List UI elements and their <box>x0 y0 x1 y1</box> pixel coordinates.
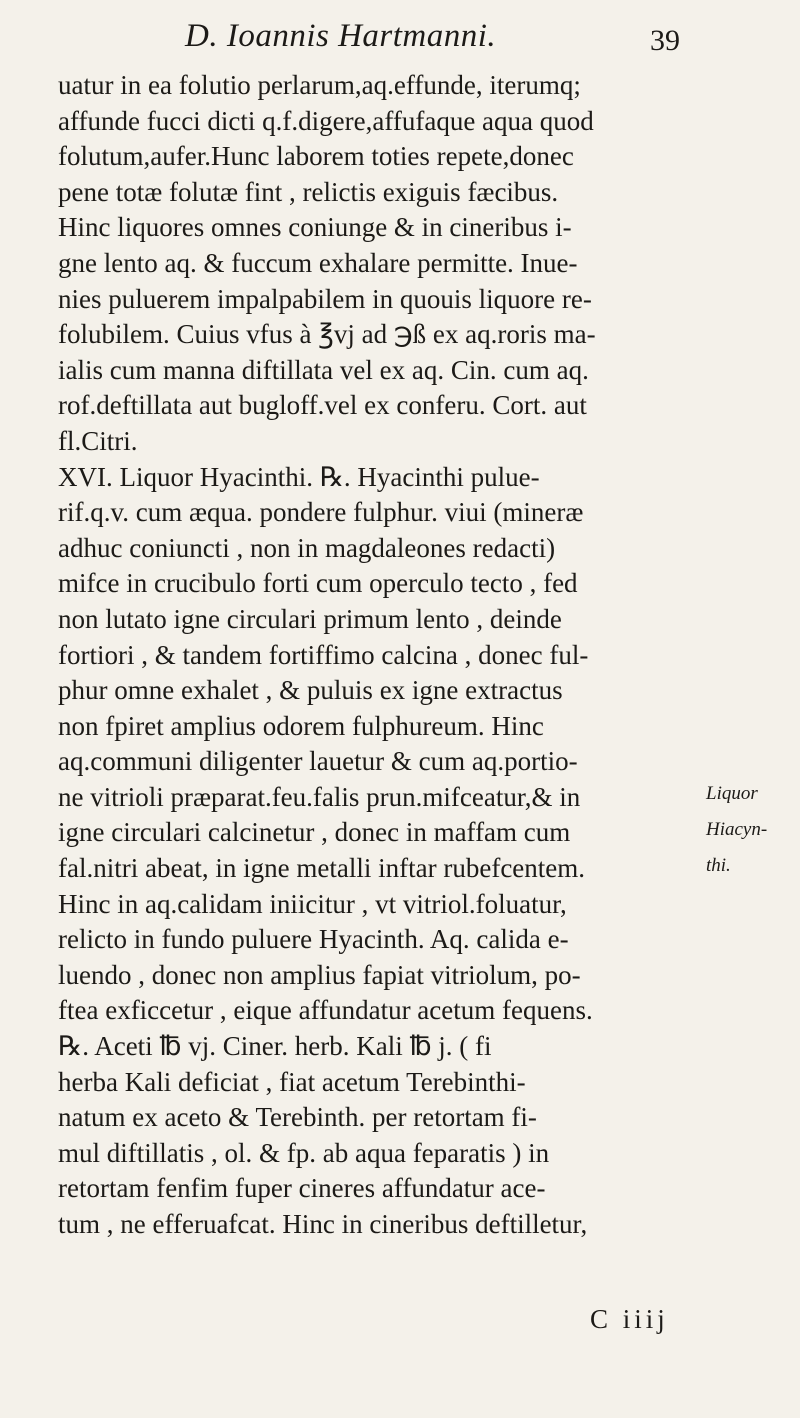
text-line: mifce in crucibulo forti cum operculo tecto , fed <box>58 568 578 599</box>
text-line: ialis cum manna diftillata vel ex aq. Cin. cum aq. <box>58 354 589 385</box>
text-line: igne circulari calcinetur , donec in maffam cum <box>58 817 571 848</box>
text-line: rif.q.v. cum æqua. pondere fulphur. viui (mineræ <box>58 497 584 528</box>
text-line: XVI. Liquor Hyacinthi. ℞. Hyacinthi pulue- <box>58 461 540 492</box>
text-line: Hinc liquores omnes coniunge & in cineribus i- <box>58 212 572 243</box>
page-number: 39 <box>650 24 680 57</box>
text-line: Hinc in aq.calidam iniicitur , vt vitriol.foluatur, <box>58 888 567 919</box>
text-line: adhuc coniuncti , non in magdaleones redacti) <box>58 532 556 563</box>
text-line: phur omne exhalet , & puluis ex igne extractus <box>58 675 563 706</box>
text-line: non fpiret amplius odorem fulphureum. Hinc <box>58 710 544 741</box>
text-line: affunde fucci dicti q.f.digere,affufaque aqua quod <box>58 105 594 136</box>
text-line: fal.nitri abeat, in igne metalli inftar rubefcentem. <box>58 853 586 884</box>
text-line: ℞. Aceti ℔ vj. Ciner. herb. Kali ℔ j. ( fi <box>58 1031 492 1062</box>
text-line: herba Kali deficiat , fiat acetum Terebinthi- <box>58 1066 526 1097</box>
text-line: rof.deftillata aut bugloff.vel ex conferu. Cort. aut <box>58 390 587 421</box>
text-line: folutum,aufer.Hunc laborem toties repete,donec <box>58 141 574 172</box>
text-line: tum , ne efferuafcat. Hinc in cineribus deftilletur, <box>58 1209 588 1239</box>
text-line: pene totæ folutæ fint , relictis exiguis fæcibus. <box>58 176 559 207</box>
text-line: uatur in ea folutio perlarum,aq.effunde, iterumq; <box>58 70 581 100</box>
text-line: natum ex aceto & Terebinth. per retortam fi- <box>58 1102 537 1133</box>
text-line: ne vitrioli præparat.feu.falis prun.mifceatur,& in <box>58 781 581 812</box>
body-text <box>58 68 748 1243</box>
text-line: aq.communi diligenter lauetur & cum aq.portio- <box>58 746 578 777</box>
margin-note-line: Liquor <box>706 783 758 804</box>
text-line: fortiori , & tandem fortiffimo calcina , donec ful- <box>58 639 589 670</box>
text-line: luendo , donec non amplius fapiat vitriolum, po- <box>58 959 581 990</box>
text-line: ftea exficcetur , eique affundatur acetum fequens. <box>58 995 593 1026</box>
margin-note-line: thi. <box>706 855 731 876</box>
text-line: nies puluerem impalpabilem in quouis liquore re- <box>58 283 592 314</box>
running-head: D. Ioannis Hartmanni. <box>185 18 497 54</box>
text-line: mul diftillatis , ol. & fp. ab aqua feparatis ) in <box>58 1137 550 1168</box>
text-line: relicto in fundo puluere Hyacinth. Aq. calida e- <box>58 924 569 955</box>
margin-note <box>706 776 767 884</box>
text-line: fl.Citri. <box>58 425 138 456</box>
margin-note-line: Hiacyn- <box>706 819 768 840</box>
text-line: gne lento aq. & fuccum exhalare permitte. Inue- <box>58 247 578 278</box>
text-line: folubilem. Cuius vfus à ℥vj ad ℈ß ex aq.roris ma- <box>58 319 596 350</box>
page-header <box>0 14 800 64</box>
signature-mark: C iiij <box>590 1304 669 1334</box>
text-line: non lutato igne circulari primum lento , deinde <box>58 603 562 634</box>
text-line: retortam fenfim fuper cineres affundatur ace- <box>58 1173 546 1204</box>
